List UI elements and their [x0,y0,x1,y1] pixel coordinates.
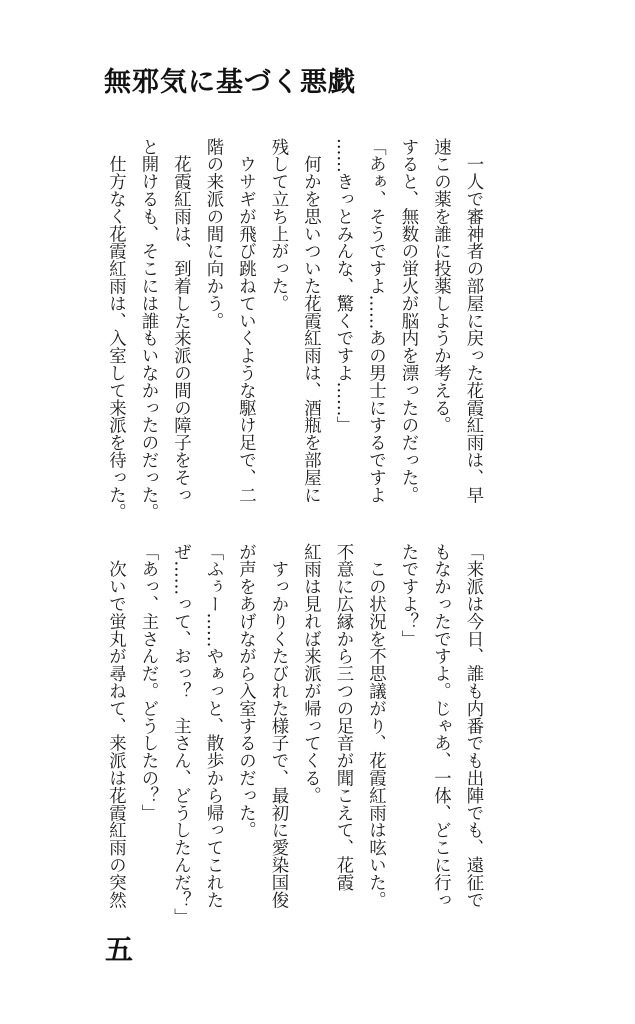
lower-text-block [99,543,489,926]
page-number: 五 [105,933,134,966]
text-line: 残して立ち上がった。 [268,138,288,312]
text-line: もなかったですよ。じゃあ、一体、どこに行っ [430,543,451,909]
text-line: ……きっとみんな、驚くですよ……」 [333,138,353,434]
text-line: と開けるも、そこには誰もいなかったのだった。 [138,138,158,521]
text-line: ぜ……って、おっ？ 主さん、どうしたんだ？」 [170,543,191,926]
text-line: 「あぁ、そうですよ……あの男士にするですよ [365,138,386,504]
text-line: 「来派は今日、誰も内番でも出陣でも、遠征で [463,543,483,909]
text-line: 「ふぅー……やぁっと、散歩から帰ってこれた [203,543,223,909]
text-line: 何かを思いついた花霞紅雨は、酒瓶を部屋に [300,138,321,504]
chapter-title: 無邪気に基づく悪戯 [104,67,356,98]
text-line: 花霞紅雨は、到着した来派の間の障子をそっ [170,138,191,504]
text-line: が声をあげながら入室するのだった。 [235,543,256,839]
text-line: 不意に広縁から三つの足音が聞こえて、花霞 [333,543,353,891]
upper-text-block [99,138,489,521]
text-line: 階の来派の間に向かう。 [203,138,223,330]
text-line: ウサギが飛び跳ねていくような駆け足で、二 [235,138,256,504]
text-line: すっかりくたびれた様子で、最初に愛染国俊 [268,543,288,909]
text-line: すると、無数の蛍火が脳内を漂ったのだった。 [398,138,418,504]
text-line: 仕方なく花霞紅雨は、入室して来派を待った。 [105,138,126,521]
text-line: 紅雨は見れば来派が帰ってくる。 [300,543,321,804]
text-line: 「あっ、主さんだ。どうしたの？」 [138,543,158,822]
text-line: たですよ？」 [398,543,418,648]
text-line: 次いで蛍丸が尋ねて、来派は花霞紅雨の突然 [105,543,126,909]
text-line: 一人で審神者の部屋に戻った花霞紅雨は、早 [463,138,483,504]
text-line: 速この薬を誰に投薬しようか考える。 [430,138,451,434]
text-line: この状況を不思議がり、花霞紅雨は呟いた。 [365,543,386,909]
